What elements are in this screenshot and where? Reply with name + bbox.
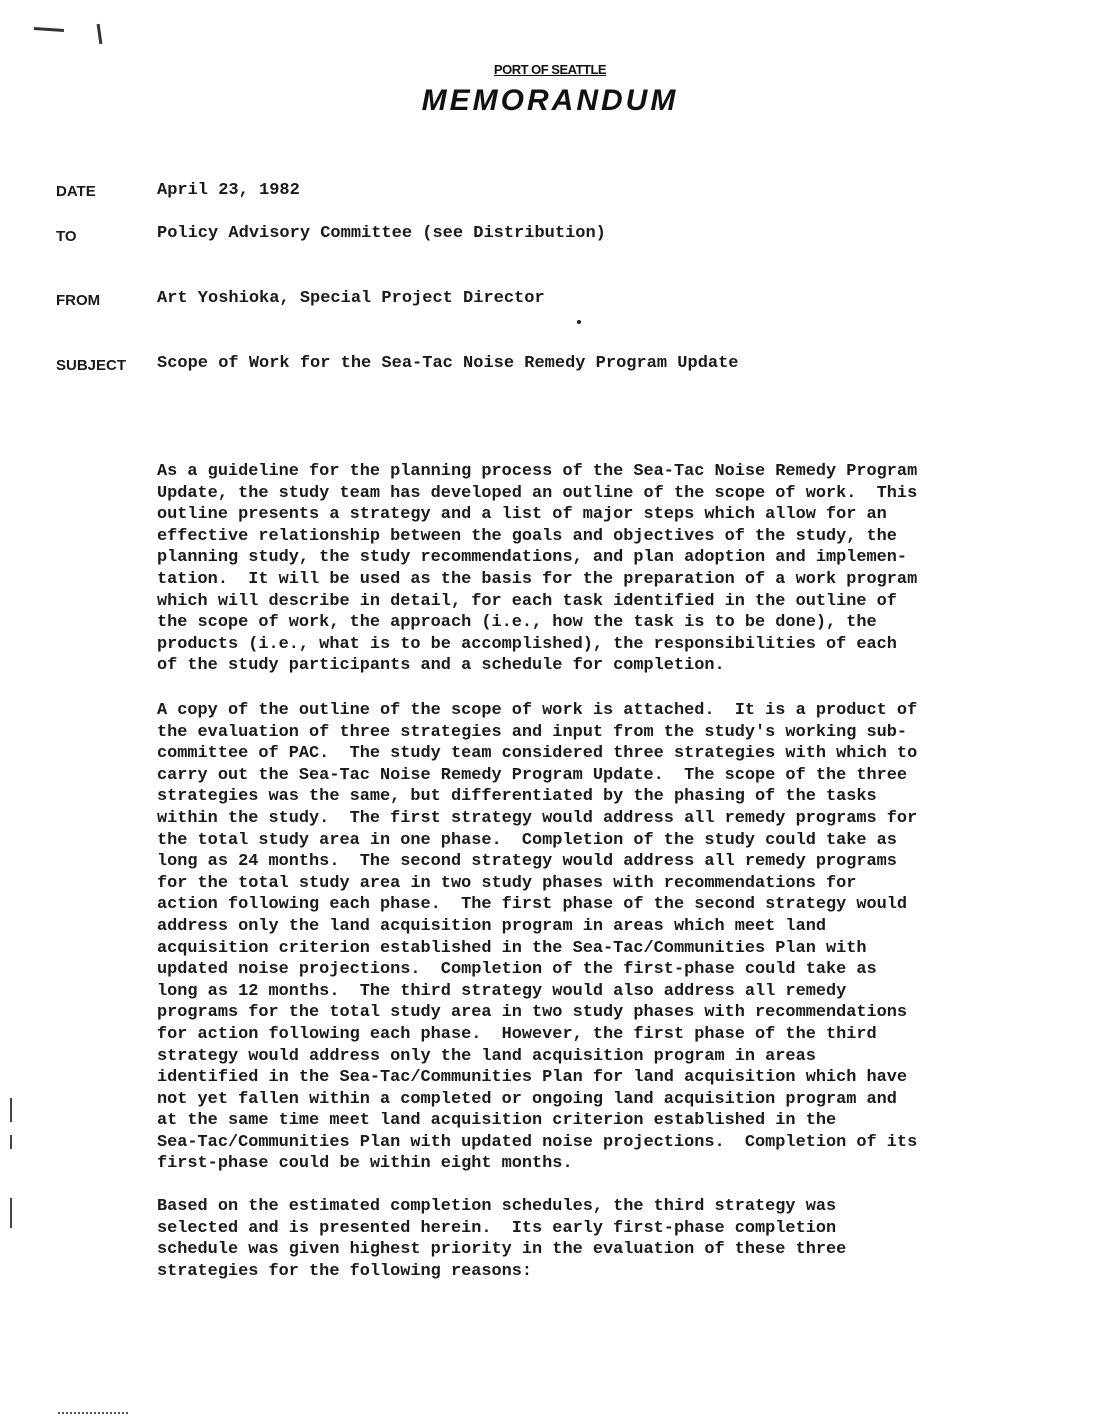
subject-value: Scope of Work for the Sea-Tac Noise Remedy Program Update	[157, 354, 739, 373]
memo-title: MEMORANDUM	[421, 84, 679, 117]
text-line: first-phase could be within eight months.	[157, 1154, 573, 1174]
text-line: for action following each phase. However, the first phase of the third	[157, 1024, 877, 1044]
from-label: FROM	[56, 292, 101, 309]
scan-dot	[577, 320, 581, 324]
text-line: tation. It will be used as the basis for the preparation of a work program	[157, 569, 918, 589]
text-line: the evaluation of three strategies and input from the study's working sub-	[157, 722, 908, 742]
text-line: for the total study area in two study phases with recommendations for	[157, 873, 857, 893]
paragraph	[157, 461, 977, 677]
text-line: acquisition criterion established in the Sea-Tac/Communities Plan with	[157, 938, 867, 958]
margin-mark	[10, 1135, 12, 1149]
text-line: not yet fallen within a completed or ongoing land acquisition program and	[157, 1089, 897, 1109]
text-line: committee of PAC. The study team considered three strategies with which to	[157, 744, 918, 764]
text-line: long as 12 months. The third strategy would also address all remedy	[157, 981, 847, 1001]
text-line: Based on the estimated completion schedules, the third strategy was	[157, 1197, 837, 1216]
date-label: DATE	[56, 183, 96, 200]
text-line: products (i.e., what is to be accomplished), the responsibilities of each	[157, 634, 897, 654]
to-value: Policy Advisory Committee (see Distribution)	[157, 224, 606, 243]
text-line: strategy would address only the land acquisition program in areas	[157, 1046, 816, 1066]
text-line: which will describe in detail, for each task identified in the outline of	[157, 591, 897, 611]
text-line: long as 24 months. The second strategy would address all remedy programs	[157, 852, 897, 872]
text-line: programs for the total study area in two study phases with recommendations	[157, 1003, 908, 1023]
text-line: at the same time meet land acquisition criterion established in the	[157, 1111, 837, 1131]
text-line: strategies was the same, but differentiated by the phasing of the tasks	[157, 787, 877, 807]
text-line: the total study area in one phase. Completion of the study could take as	[157, 830, 897, 850]
text-line: selected and is presented herein. Its early first-phase completion	[157, 1218, 837, 1238]
text-line: identified in the Sea-Tac/Communities Plan for land acquisition which have	[157, 1068, 908, 1088]
text-line: within the study. The first strategy would address all remedy programs for	[157, 808, 918, 828]
text-line: As a guideline for the planning process of the Sea-Tac Noise Remedy Program	[157, 462, 918, 481]
text-line: of the study participants and a schedule for completion.	[157, 656, 725, 676]
scan-mark	[58, 1412, 128, 1416]
text-line: schedule was given highest priority in the evaluation of these three	[157, 1240, 847, 1260]
text-line: action following each phase. The first phase of the second strategy would	[157, 895, 908, 915]
scan-mark	[34, 27, 64, 32]
from-value: Art Yoshioka, Special Project Director	[157, 289, 545, 308]
text-line: Update, the study team has developed an outline of the scope of work. This	[157, 483, 918, 503]
to-label: TO	[56, 228, 77, 245]
text-line: the scope of work, the approach (i.e., how the task is to be done), the	[157, 613, 877, 633]
paragraph	[157, 1196, 977, 1282]
margin-mark	[10, 1098, 12, 1122]
text-line: updated noise projections. Completion of the first-phase could take as	[157, 960, 877, 980]
organization-name: PORT OF SEATTLE	[493, 62, 607, 77]
text-line: effective relationship between the goals and objectives of the study, the	[157, 526, 897, 546]
date-value: April 23, 1982	[157, 181, 300, 200]
text-line: planning study, the study recommendations, and plan adoption and implemen-	[157, 548, 908, 568]
text-line: A copy of the outline of the scope of work is attached. It is a product of	[157, 701, 918, 720]
text-line: Sea-Tac/Communities Plan with updated noise projections. Completion of its	[157, 1132, 918, 1152]
paragraph	[157, 700, 977, 1175]
margin-mark	[10, 1198, 12, 1228]
text-line: address only the land acquisition program in areas which meet land	[157, 916, 826, 936]
subject-label: SUBJECT	[56, 357, 127, 374]
text-line: outline presents a strategy and a list of major steps which allow for an	[157, 505, 887, 525]
text-line: strategies for the following reasons:	[157, 1261, 533, 1281]
text-line: carry out the Sea-Tac Noise Remedy Program Update. The scope of the three	[157, 765, 908, 785]
scan-mark	[97, 24, 103, 44]
